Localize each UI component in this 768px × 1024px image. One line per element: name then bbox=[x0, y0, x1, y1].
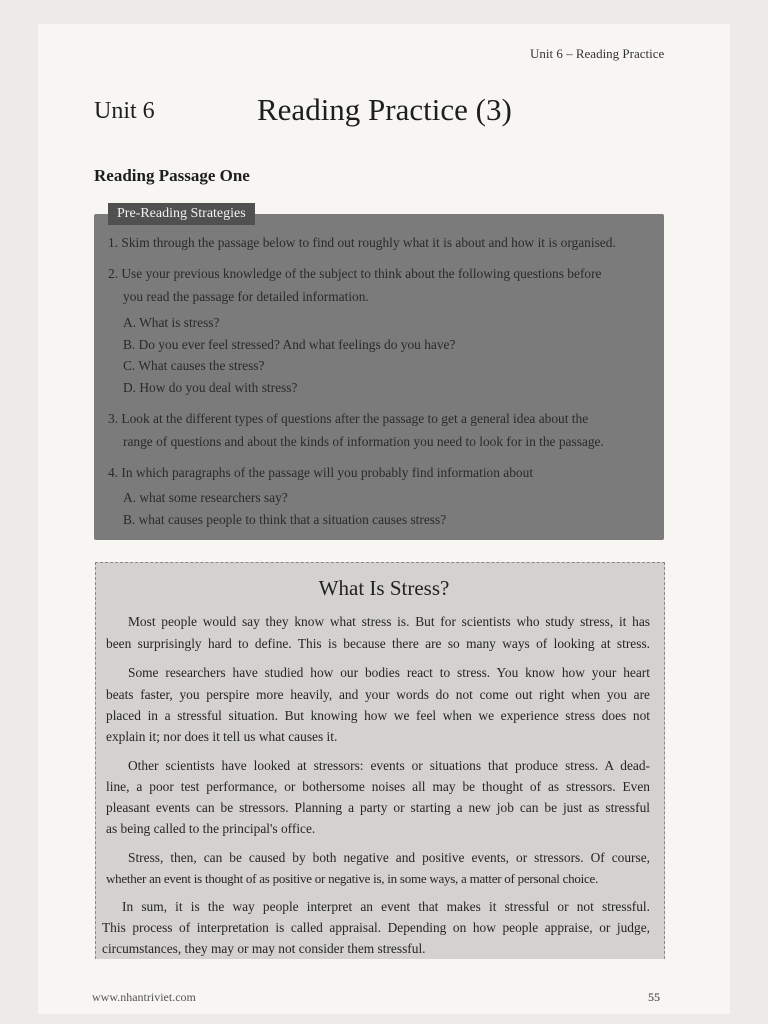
passage-line: as being called to the principal's office. bbox=[106, 821, 316, 836]
page-title: Reading Practice (3) bbox=[257, 92, 512, 127]
running-header: Unit 6 – Reading Practice bbox=[530, 46, 665, 61]
strategy-line: you read the passage for detailed information. bbox=[123, 289, 369, 304]
strategy-line: A. What is stress? bbox=[123, 315, 220, 330]
strategy-line: 4. In which paragraphs of the passage will you probably find information about bbox=[108, 465, 534, 480]
passage-line: In sum, it is the way people interpret an event that makes it stressful or not stressful. bbox=[122, 899, 650, 914]
passage-title: What Is Stress? bbox=[318, 576, 450, 600]
strategy-line: 3. Look at the different types of questions after the passage to get a general idea about the bbox=[108, 411, 589, 426]
strategy-line: C. What causes the stress? bbox=[123, 358, 265, 373]
passage-line: placed in a stressful situation. But knowing how we feel when we experience stress does not bbox=[106, 708, 650, 723]
strategy-line: range of questions and about the kinds of information you need to look for in the passage. bbox=[123, 434, 604, 449]
passage-line: This process of interpretation is called appraisal. Depending on how people appraise, or judge, bbox=[102, 920, 650, 935]
strategy-line: B. Do you ever feel stressed? And what feelings do you have? bbox=[123, 337, 456, 352]
passage-line: circumstances, they may or may not consider them stressful. bbox=[102, 941, 426, 956]
passage-line: whether an event is thought of as positive or negative is, in some ways, a matter of personal choice. bbox=[106, 871, 599, 886]
passage-line: Some researchers have studied how our bodies react to stress. You know how your heart bbox=[128, 665, 650, 680]
passage-line: been surprisingly hard to define. This is because there are so many ways of looking at stress. bbox=[106, 636, 650, 651]
section-heading: Reading Passage One bbox=[94, 166, 250, 185]
passage-line: Stress, then, can be caused by both negative and positive events, or stressors. Of course, bbox=[128, 850, 650, 865]
passage-line: explain it; nor does it tell us what causes it. bbox=[106, 729, 338, 744]
page-number: 55 bbox=[648, 990, 660, 1004]
passage-line: pleasant events can be stressors. Planning a party or starting a new job can be just as stressful bbox=[106, 800, 650, 815]
strategy-line: A. what some researchers say? bbox=[123, 490, 288, 505]
footer-url: www.nhantriviet.com bbox=[92, 990, 196, 1004]
passage-line: Other scientists have looked at stressors: events or situations that produce stress. A dead- bbox=[128, 758, 650, 773]
strategy-line: 1. Skim through the passage below to find out roughly what it is about and how it is organised. bbox=[108, 235, 616, 250]
strategy-line: B. what causes people to think that a situation causes stress? bbox=[123, 512, 447, 527]
strategy-line: 2. Use your previous knowledge of the subject to think about the following questions before bbox=[108, 266, 602, 281]
pre-reading-strategies-tab: Pre-Reading Strategies bbox=[108, 203, 255, 225]
strategy-line: D. How do you deal with stress? bbox=[123, 380, 298, 395]
passage-line: line, a poor test performance, or bothersome noises all may be thought of as stressors. Even bbox=[106, 779, 650, 794]
passage-line: beats faster, you perspire more heavily, and your words do not come out right when you are bbox=[106, 687, 650, 702]
passage-line: Most people would say they know what stress is. But for scientists who study stress, it has bbox=[128, 614, 650, 629]
unit-label: Unit 6 bbox=[94, 98, 155, 124]
